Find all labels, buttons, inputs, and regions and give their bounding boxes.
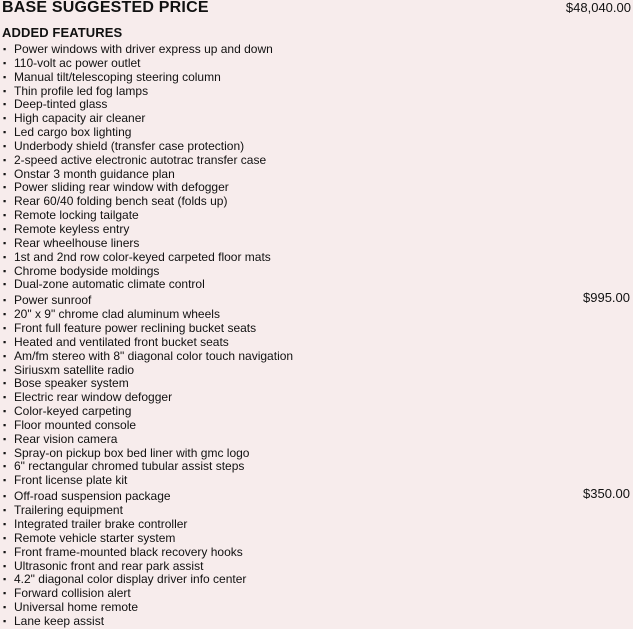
feature-item xyxy=(0,488,633,504)
base-price-row xyxy=(2,0,631,18)
bullet-icon: ▪ xyxy=(3,210,7,221)
bullet-icon: ▪ xyxy=(3,336,7,347)
bullet-icon: ▪ xyxy=(3,323,7,334)
bullet-icon: ▪ xyxy=(3,602,7,613)
feature-label: Chrome bodyside moldings xyxy=(14,263,160,278)
bullet-icon: ▪ xyxy=(3,71,7,82)
feature-item xyxy=(0,433,633,447)
feature-label: Trailering equipment xyxy=(14,503,123,518)
feature-label: Color-keyed carpeting xyxy=(14,404,132,419)
feature-item xyxy=(0,140,633,154)
bullet-icon: ▪ xyxy=(3,309,7,320)
bullet-icon: ▪ xyxy=(3,140,7,151)
bullet-icon: ▪ xyxy=(3,251,7,262)
bullet-icon: ▪ xyxy=(3,433,7,444)
feature-item xyxy=(0,615,633,629)
feature-item xyxy=(0,98,633,112)
bullet-icon: ▪ xyxy=(3,378,7,389)
bullet-icon: ▪ xyxy=(3,475,7,486)
feature-label: High capacity air cleaner xyxy=(14,111,146,126)
feature-item xyxy=(0,223,633,237)
feature-label: Thin profile led fog lamps xyxy=(14,83,149,98)
feature-item xyxy=(0,504,633,518)
feature-item xyxy=(0,71,633,85)
feature-item xyxy=(0,154,633,168)
feature-item xyxy=(0,322,633,336)
feature-label: 110-volt ac power outlet xyxy=(14,55,141,70)
feature-label: Dual-zone automatic climate control xyxy=(14,277,205,292)
feature-label: Led cargo box lighting xyxy=(14,125,132,140)
bullet-icon: ▪ xyxy=(3,546,7,557)
feature-item xyxy=(0,251,633,265)
feature-label: Deep-tinted glass xyxy=(14,97,108,112)
bullet-icon: ▪ xyxy=(3,615,7,626)
feature-label: Am/fm stereo with 8" diagonal color touch navigation xyxy=(14,348,294,363)
bullet-icon: ▪ xyxy=(3,560,7,571)
bullet-icon: ▪ xyxy=(3,406,7,417)
feature-label: Power sliding rear window with defogger xyxy=(14,180,229,195)
bullet-icon: ▪ xyxy=(3,491,7,502)
feature-label: Front full feature power reclining bucket seats xyxy=(14,321,257,336)
bullet-icon: ▪ xyxy=(3,588,7,599)
bullet-icon: ▪ xyxy=(3,154,7,165)
bullet-icon: ▪ xyxy=(3,519,7,529)
feature-label: 4.2" diagonal color display driver info center xyxy=(14,572,247,587)
feature-label: Remote vehicle starter system xyxy=(14,530,176,545)
feature-item xyxy=(0,447,633,461)
feature-price: $350.00 xyxy=(583,486,630,502)
feature-label: Underbody shield (transfer case protection) xyxy=(14,138,245,153)
feature-price: $995.00 xyxy=(583,290,630,306)
feature-item xyxy=(0,265,633,279)
feature-label: 1st and 2nd row color-keyed carpeted floor mats xyxy=(14,249,271,264)
feature-label: 20" x 9" chrome clad aluminum wheels xyxy=(14,307,220,322)
bullet-icon: ▪ xyxy=(3,127,7,138)
bullet-icon: ▪ xyxy=(3,265,7,276)
feature-item xyxy=(0,377,633,391)
feature-item xyxy=(0,601,633,615)
feature-item xyxy=(0,532,633,546)
feature-label: Front license plate kit xyxy=(14,473,128,488)
feature-item xyxy=(0,292,633,308)
feature-label: 2-speed active electronic autotrac transfer case xyxy=(14,152,267,167)
bullet-icon: ▪ xyxy=(3,419,7,430)
feature-item xyxy=(0,278,633,292)
bullet-icon: ▪ xyxy=(3,295,7,306)
feature-label: 6" rectangular chromed tubular assist steps xyxy=(14,459,245,474)
feature-item xyxy=(0,350,633,364)
feature-label: Manual tilt/telescoping steering column xyxy=(14,69,221,84)
feature-label: Rear vision camera xyxy=(14,431,118,446)
feature-item xyxy=(0,560,633,574)
feature-item xyxy=(0,168,633,182)
feature-item xyxy=(0,195,633,209)
feature-label: Spray-on pickup box bed liner with gmc logo xyxy=(14,445,250,460)
feature-item xyxy=(0,209,633,223)
feature-label: Front frame-mounted black recovery hooks xyxy=(14,544,243,559)
bullet-icon: ▪ xyxy=(3,447,7,458)
feature-label: Universal home remote xyxy=(14,600,139,615)
bullet-icon: ▪ xyxy=(3,364,7,375)
bullet-icon: ▪ xyxy=(3,505,7,516)
feature-item xyxy=(0,364,633,378)
bullet-icon: ▪ xyxy=(3,279,7,290)
added-features-heading: ADDED FEATURES xyxy=(2,25,123,40)
feature-label: Heated and ventilated front bucket seats xyxy=(14,334,229,349)
feature-label: Rear 60/40 folding bench seat (folds up) xyxy=(14,194,228,209)
feature-item xyxy=(0,85,633,99)
bullet-icon: ▪ xyxy=(3,113,7,124)
feature-item xyxy=(0,112,633,126)
feature-item xyxy=(0,474,633,488)
feature-label: Floor mounted console xyxy=(14,417,137,432)
feature-label: Forward collision alert xyxy=(14,586,131,601)
feature-label: Lane keep assist xyxy=(14,613,105,628)
bullet-icon: ▪ xyxy=(3,85,7,96)
feature-item xyxy=(0,181,633,195)
feature-label: Onstar 3 month guidance plan xyxy=(14,166,175,181)
feature-item xyxy=(0,573,633,587)
feature-label: Off-road suspension package xyxy=(14,489,171,504)
feature-item xyxy=(0,546,633,560)
feature-label: Power windows with driver express up and down xyxy=(14,42,273,56)
feature-label: Remote keyless entry xyxy=(14,221,130,236)
feature-item xyxy=(0,405,633,419)
feature-label: Electric rear window defogger xyxy=(14,390,173,405)
bullet-icon: ▪ xyxy=(3,350,7,361)
feature-label: Power sunroof xyxy=(14,293,92,308)
base-price-value: $48,040.00 xyxy=(565,0,631,15)
feature-label: Siriusxm satellite radio xyxy=(14,362,135,377)
bullet-icon: ▪ xyxy=(3,237,7,248)
feature-item xyxy=(0,57,633,71)
feature-label: Integrated trailer brake controller xyxy=(14,517,188,531)
feature-label: Remote locking tailgate xyxy=(14,208,139,223)
bullet-icon: ▪ xyxy=(3,182,7,193)
feature-label: Bose speaker system xyxy=(14,376,129,391)
feature-item xyxy=(0,336,633,350)
feature-item xyxy=(0,308,633,322)
bullet-icon: ▪ xyxy=(3,57,7,68)
feature-list xyxy=(0,43,633,629)
feature-item xyxy=(0,587,633,601)
bullet-icon: ▪ xyxy=(3,168,7,179)
feature-item xyxy=(0,460,633,474)
feature-item xyxy=(0,419,633,433)
bullet-icon: ▪ xyxy=(3,44,7,54)
bullet-icon: ▪ xyxy=(3,574,7,585)
feature-item xyxy=(0,237,633,251)
bullet-icon: ▪ xyxy=(3,532,7,543)
feature-item xyxy=(0,518,633,532)
feature-item xyxy=(0,43,633,57)
feature-item xyxy=(0,126,633,140)
bullet-icon: ▪ xyxy=(3,223,7,234)
bullet-icon: ▪ xyxy=(3,196,7,207)
bullet-icon: ▪ xyxy=(3,99,7,110)
feature-label: Rear wheelhouse liners xyxy=(14,235,140,250)
bullet-icon: ▪ xyxy=(3,461,7,472)
feature-item xyxy=(0,391,633,405)
bullet-icon: ▪ xyxy=(3,392,7,403)
base-price-heading: BASE SUGGESTED PRICE xyxy=(2,0,209,16)
feature-label: Ultrasonic front and rear park assist xyxy=(14,558,204,573)
